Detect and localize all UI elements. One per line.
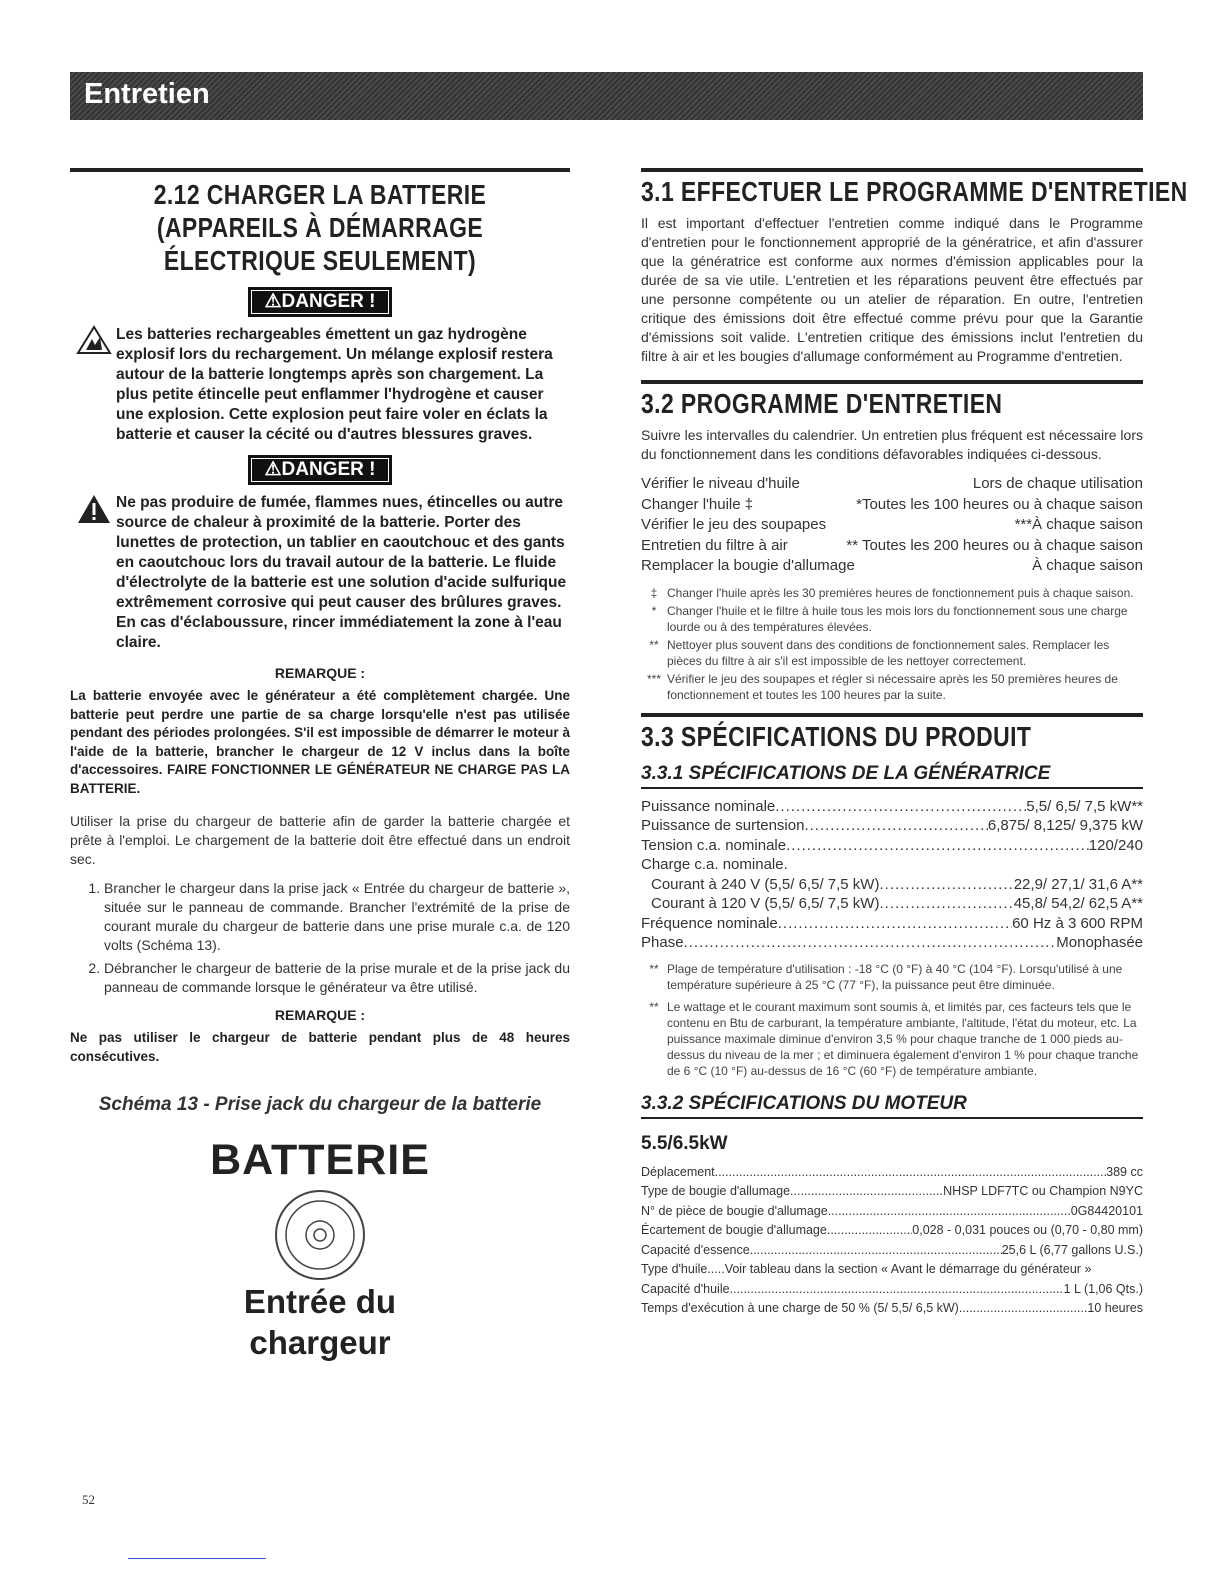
footnote: *** Vérifier le jeu des soupapes et régler si nécessaire après les 50 premières heures de fonctionnement et toutes les 100 heures par la suite.	[646, 671, 1118, 702]
spec-row: Phase ..... Monophasée	[641, 933, 1143, 953]
spec-row: Temps d'exécution à une charge de 50 % (5/ 5,5/ 6,5 kW) ..... 10 heures	[641, 1299, 1143, 1319]
danger-text-2: Ne pas produire de fumée, flammes nues, étincelles ou autre source de chaleur à proximité de la batterie. Porter des lunettes de protection, un tablier en caoutchouc et des gants en caoutchouc lors du travail autour de la batterie. Le fluide d'électrolyte de la batterie est une solution d'acide sulfurique extrêmement corrosive qui peut causer des brûlures graves. En cas d'éclaboussure, rincer immédiatement la zone à l'eau claire.	[116, 494, 567, 651]
section-rule	[70, 168, 570, 172]
danger-badge-2: ⚠DANGER !	[248, 455, 392, 485]
schedule-row: Vérifier le niveau d'huile Lors de chaque utilisation	[641, 475, 1143, 492]
spec-row: N° de pièce de bougie d'allumage ..... 0G84420101	[641, 1202, 1143, 1222]
note-body-1: La batterie envoyée avec le générateur a été complètement chargée. Une batterie peut perdre une partie de sa charge lorsqu'elle n'est pas utilisée pendant des périodes prolongées. S'il est impossible de démarrer le moteur à l'aide de la batterie, brancher le chargeur de 12 V inclus dans la boîte d'accessoires. FAIRE FONCTIONNER LE GÉNÉRATEUR NE CHARGE PAS LA BATTERIE.	[70, 688, 570, 796]
spec-row: Puissance nominale ..... 5,5/ 6,5/ 7,5 kW**	[641, 797, 1143, 817]
section-2-12-title: 2.12 CHARGER LA BATTERIE (APPAREILS À DÉMARRAGE ÉLECTRIQUE SEULEMENT)	[153, 179, 487, 276]
note-title: REMARQUE :	[274, 665, 366, 681]
spec-row: Puissance de surtension ..... 6,875/ 8,125/ 9,375 kW	[641, 816, 1143, 836]
spec-row: Courant à 120 V (5,5/ 6,5/ 7,5 kW) ..... 45,8/ 54,2/ 62,5 A**	[641, 894, 1143, 914]
spec-row: Type de bougie d'allumage ..... NHSP LDF7TC ou Champion N9YC	[641, 1182, 1143, 1202]
page-number: 52	[82, 1492, 95, 1507]
left-column	[70, 168, 570, 1363]
danger-warning-2	[76, 493, 570, 653]
charger-socket-icon	[274, 1189, 366, 1281]
generator-notes	[641, 961, 1143, 1079]
maintenance-schedule	[641, 474, 1143, 577]
charger-paragraph: Utiliser la prise du chargeur de batterie afin de garder la batterie chargée et prête à l'emploi. Le chargement de la batterie doit être effectué dans un endroit sec.	[70, 813, 570, 867]
step-item: 1. Brancher le chargeur dans la prise jack « Entrée du chargeur de batterie », située sur le panneau de commande. Brancher l'extrémité de la prise de courant murale du chargeur de batterie dans une prise murale c.a. de 120 volts (Schéma 13).	[104, 879, 570, 955]
schedule-row: Entretien du filtre à air ** Toutes les 200 heures ou à chaque saison	[641, 536, 1143, 554]
spec-row: Capacité d'essence ..... 25,6 L (6,77 gallons U.S.)	[641, 1241, 1143, 1261]
section-rule	[641, 168, 1143, 172]
step-item: 2. Débrancher le chargeur de batterie de la prise murale et de la prise jack du panneau de commande lorsque le générateur va être utilisé.	[104, 959, 570, 997]
figure-label-line2: chargeur	[249, 1324, 391, 1361]
banner-title: Entretien	[84, 78, 210, 110]
footer-rule	[128, 1558, 266, 1559]
figure-caption: Schéma 13 - Prise jack du chargeur de la batterie	[98, 1094, 542, 1115]
danger-warning-1	[76, 325, 570, 445]
spec-row: Déplacement ..... 389 cc	[641, 1163, 1143, 1183]
section-3-3-1-title: 3.3.1 SPÉCIFICATIONS DE LA GÉNÉRATRICE	[641, 763, 1143, 789]
section-3-2-body: Suivre les intervalles du calendrier. Un entretien plus fréquent est nécessaire lors du fonctionnement dans les conditions défavorables indiquées ci-dessous.	[641, 427, 1143, 462]
schedule-footnotes	[641, 585, 1143, 703]
footnote: ** Nettoyer plus souvent dans des conditions de fonctionnement sales. Remplacer les pièces du filtre à air s'il est impossible de les nettoyer correctement.	[649, 637, 1110, 668]
section-banner	[70, 72, 1143, 120]
spec-row: Fréquence nominale ..... 60 Hz à 3 600 RPM	[641, 914, 1143, 934]
footnote: ** Le wattage et le courant maximum sont soumis à, et limités par, ces facteurs tels que le contenu en Btu de carburant, la température ambiante, l'altitude, l'état du moteur, etc. La puissance maximale diminue d'environ 3,5 % pour chaque tranche de 1 000 pieds au-dessus du niveau de la mer ; et diminuera également d'environ 1 % pour chaque tranche de 6 °C (10 °F) au-dessus de 16 °C (60 °F) de température ambiante.	[649, 999, 1139, 1078]
right-column	[641, 168, 1188, 1319]
engine-model: 5.5/6.5kW	[641, 1132, 728, 1154]
spec-row: Courant à 240 V (5,5/ 6,5/ 7,5 kW) ..... 22,9/ 27,1/ 31,6 A**	[641, 875, 1143, 895]
note-title-2: REMARQUE :	[274, 1007, 366, 1023]
danger-badge: ⚠DANGER !	[248, 287, 392, 317]
section-3-1-body: Il est important d'effectuer l'entretien comme indiqué dans le Programme d'entretien pour le fonctionnement approprié de la génératrice, et afin d'assurer que la génératrice est conforme aux normes d'émission applicables pour la durée de sa vie utile. L'entretien et les réparations peuvent être effectués par une personne compétente ou un atelier de réparation. En outre, l'entretien critique des émissions doit être effectué comme prévu pour que la Garantie d'émissions soit valide. L'entretien critique des émissions inclut l'entretien du filtre à air et les bougies d'allumage conformément au Programme d'entretien.	[641, 215, 1143, 364]
section-rule	[641, 380, 1143, 384]
footnote: ‡ Changer l'huile après les 30 premières heures de fonctionnement puis à chaque saison.	[650, 585, 1134, 600]
alert-triangle-icon	[76, 493, 112, 525]
engine-specs	[641, 1163, 1143, 1319]
spec-row: Écartement de bougie d'allumage ..... 0,028 - 0,031 pouces ou (0,70 - 0,80 mm)	[641, 1221, 1143, 1241]
explosion-warning-icon	[76, 325, 112, 355]
spec-row: Tension c.a. nominale ..... 120/240	[641, 836, 1143, 856]
steps-list	[70, 879, 570, 997]
figure-label-line1: Entrée du	[243, 1283, 397, 1320]
figure-battery-title: BATTERIE	[210, 1136, 430, 1184]
section-3-3-title: 3.3 SPÉCIFICATIONS DU PRODUIT	[641, 720, 1032, 752]
generator-specs	[641, 797, 1143, 953]
schedule-row: Changer l'huile ‡ *Toutes les 100 heures ou à chaque saison	[641, 495, 1143, 513]
spec-row: Capacité d'huile ..... 1 L (1,06 Qts.)	[641, 1280, 1143, 1300]
schedule-row: Remplacer la bougie d'allumage À chaque saison	[641, 557, 1143, 574]
section-3-2-title: 3.2 PROGRAMME D'ENTRETIEN	[641, 388, 1003, 419]
note-body-2: Ne pas utiliser le chargeur de batterie pendant plus de 48 heures consécutives.	[70, 1030, 570, 1064]
section-3-1-title: 3.1 EFFECTUER LE PROGRAMME D'ENTRETIEN	[641, 176, 1188, 207]
footnote: ** Plage de température d'utilisation : -18 °C (0 °F) à 40 °C (104 °F). Lorsqu'utilisé à une température supérieure à 25 °C (77 °F), la puissance peut être diminuée.	[649, 961, 1123, 992]
spec-row: Type d'huile ..... Voir tableau dans la section « Avant le démarrage du générateur »	[641, 1262, 1092, 1276]
section-3-3-2-title: 3.3.2 SPÉCIFICATIONS DU MOTEUR	[641, 1093, 1143, 1119]
spec-row: Charge c.a. nominale.	[641, 856, 788, 873]
section-rule	[641, 713, 1143, 717]
danger-text-1: Les batteries rechargeables émettent un gaz hydrogène explosif lors du rechargement. Un mélange explosif restera autour de la batterie longtemps après son chargement. La plus petite étincelle peut enflammer l'hydrogène et causer une explosion. Cette explosion peut faire voler en éclats la batterie et causer la cécité ou d'autres blessures graves.	[116, 326, 553, 443]
footnote: * Changer l'huile et le filtre à huile tous les mois lors du fonctionnement sous une charge lourde ou à des températures élevées.	[651, 603, 1128, 634]
schedule-row: Vérifier le jeu des soupapes ***À chaque saison	[641, 516, 1143, 533]
